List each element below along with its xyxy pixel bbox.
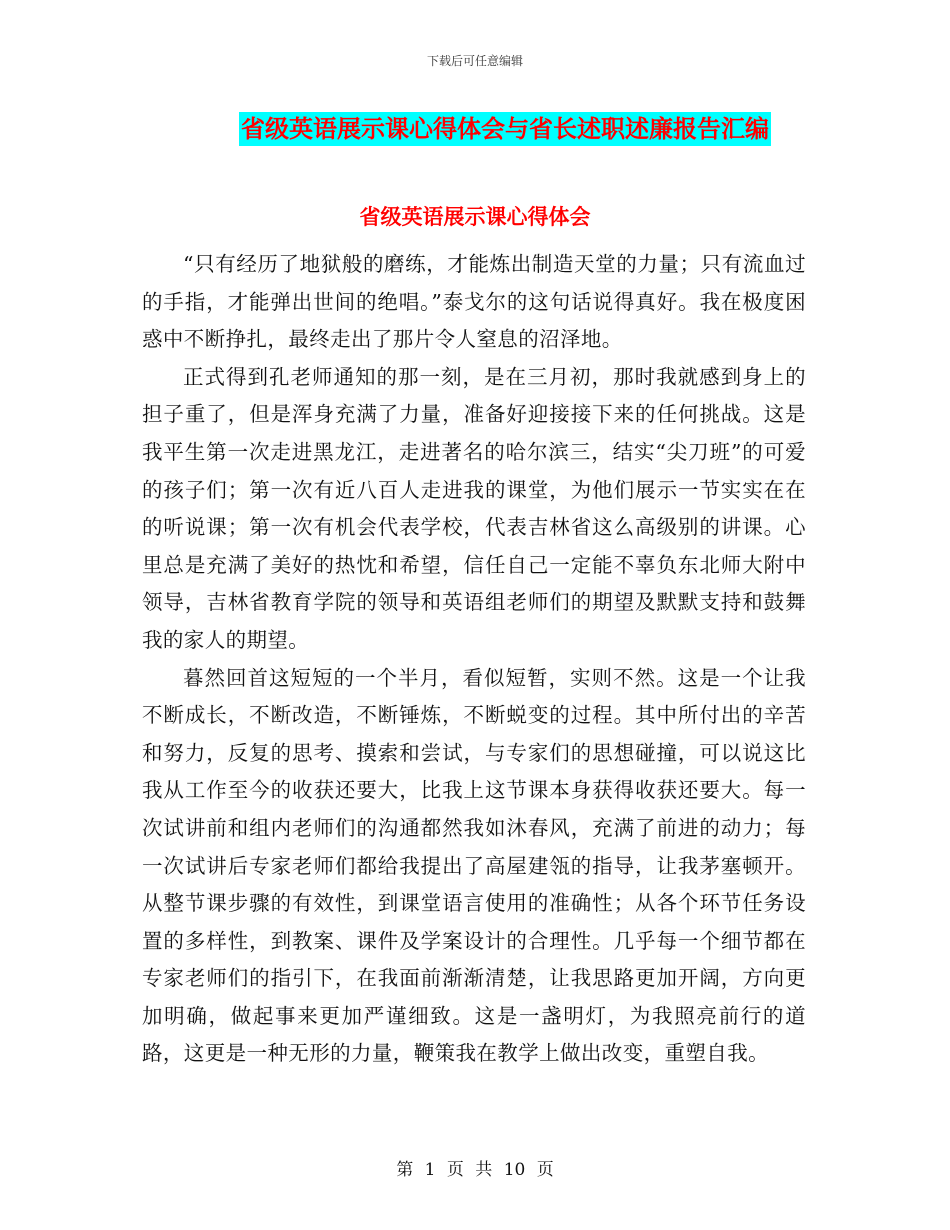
document-title: 省级英语展示课心得体会与省长述职述廉报告汇编: [239, 112, 771, 146]
paragraph-1: “只有经历了地狱般的磨练，才能炼出制造天堂的力量；只有流血过的手指，才能弹出世间的绝唱。”泰戈尔的这句话说得真好。我在极度困惑中不断挣扎，最终走出了那片令人窒息的沼泽地。: [142, 252, 806, 352]
document-title-container: [0, 112, 950, 146]
header-note: 下载后可任意编辑: [426, 54, 523, 68]
paragraph-3: 暮然回首这短短的一个半月，看似短暂，实则不然。这是一个让我不断成长，不断改造，不断锤炼，不断蜕变的过程。其中所付出的辛苦和努力，反复的思考、摸索和尝试，与专家们的思想碰撞，可以说这比我从工作至今的收获还要大，比我上这节课本身获得收获还要大。每一次试讲前和组内老师们的沟通都然我如沐春风，充满了前进的动力；每一次试讲后专家老师们都给我提出了高屋建瓴的指导，让我茅塞顿开。从整节课步骤的有效性，到课堂语言使用的准确性；从各个环节任务设置的多样性，到教案、课件及学案设计的合理性。几乎每一个细节都在专家老师们的指引下，在我面前渐渐清楚，让我思路更加开阔，方向更加明确，做起事来更加严谨细致。这是一盏明灯，为我照亮前行的道路，这更是一种无形的力量，鞭策我在教学上做出改变，重塑自我。: [142, 665, 806, 1066]
page-number-footer: 第 1 页 共 10 页: [396, 1160, 554, 1180]
document-body: [142, 246, 806, 1073]
paragraph-2: 正式得到孔老师通知的那一刻，是在三月初，那时我就感到身上的担子重了，但是浑身充满了力量，准备好迎接接下来的任何挑战。这是我平生第一次走进黑龙江，走进著名的哈尔滨三，结实“尖刀班”的可爱的孩子们；第一次有近八百人走进我的课堂，为他们展示一节实实在在的听说课；第一次有机会代表学校，代表吉林省这么高级别的讲课。心里总是充满了美好的热忱和希望，信任自己一定能不辜负东北师大附中领导，吉林省教育学院的领导和英语组老师们的期望及默默支持和鼓舞我的家人的期望。: [142, 364, 806, 652]
section-title: 省级英语展示课心得体会: [359, 205, 591, 229]
